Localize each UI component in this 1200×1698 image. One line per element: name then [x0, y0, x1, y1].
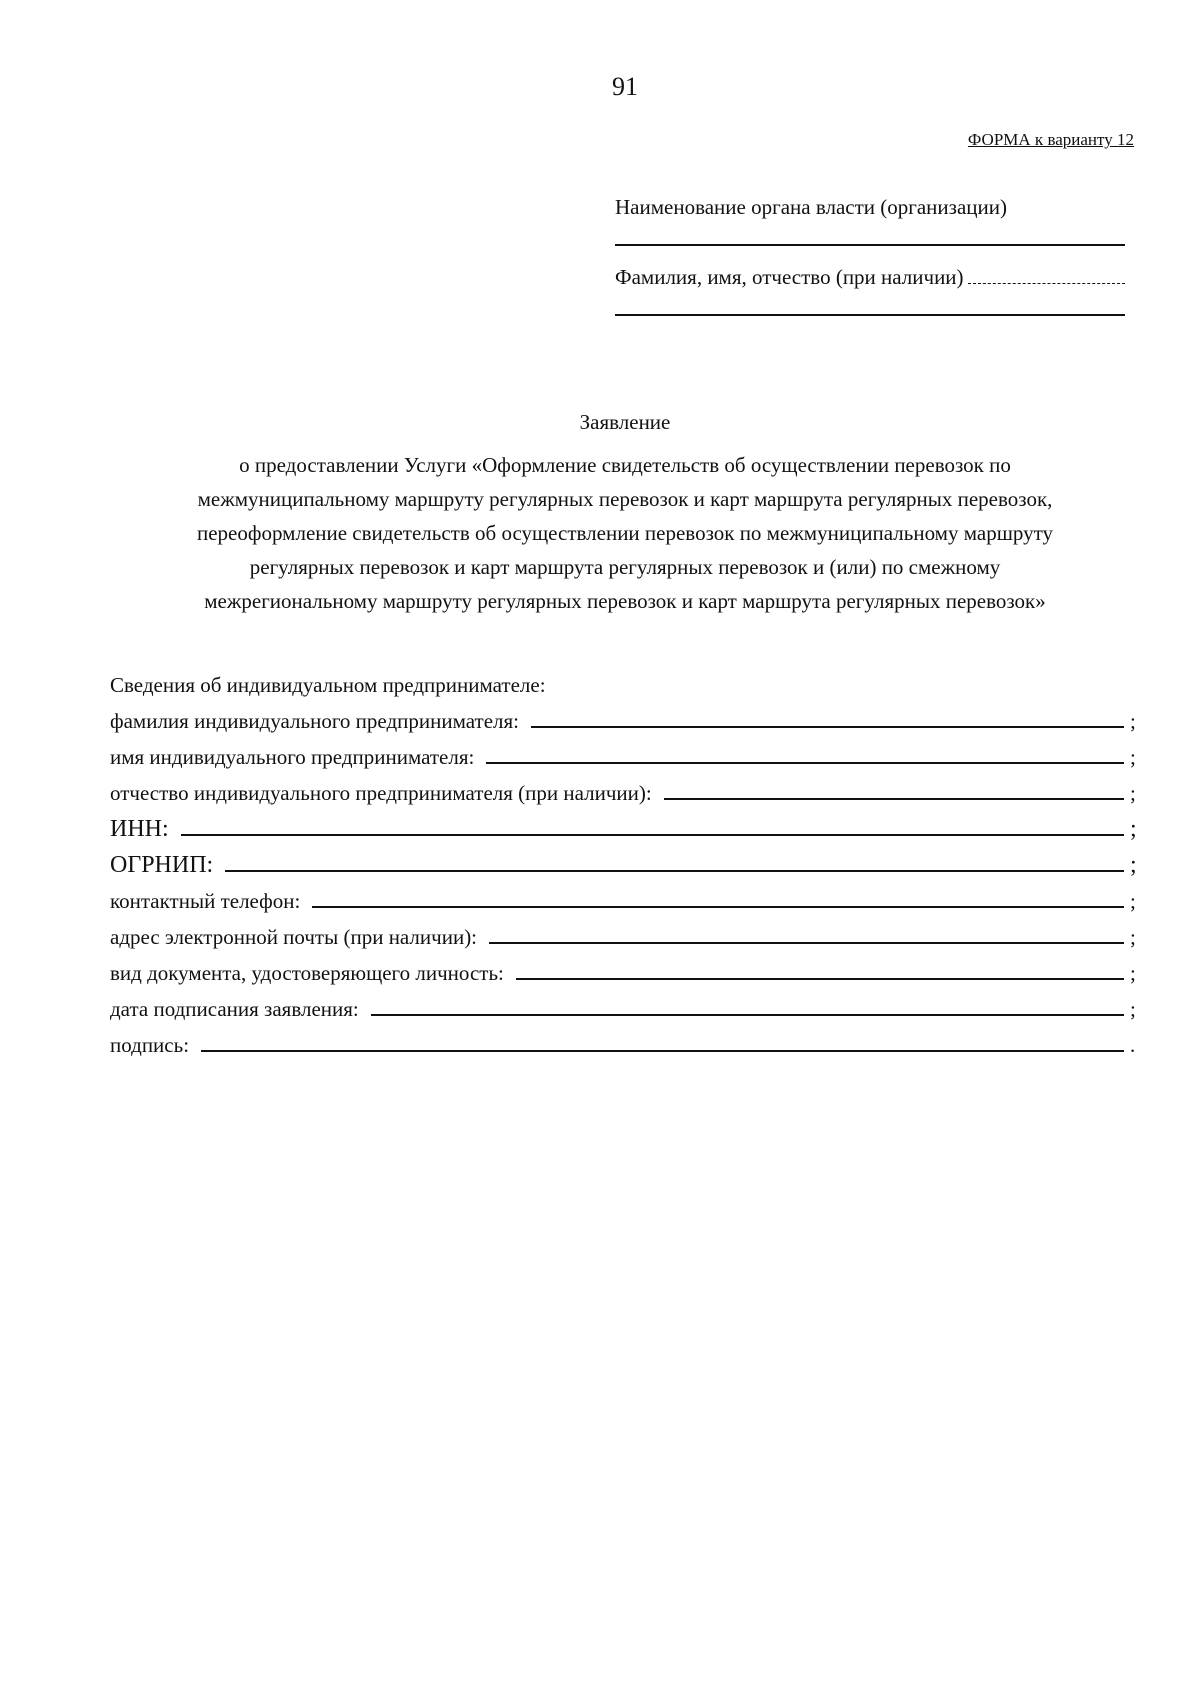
page-number: 91	[612, 72, 638, 101]
field-label: отчество индивидуального предпринимателя (при наличии):	[110, 781, 652, 805]
field-terminator: ;	[1130, 997, 1136, 1021]
fio-second-input-line[interactable]	[615, 294, 1125, 316]
field-row-surname	[110, 703, 1140, 739]
field-label: адрес электронной почты (при наличии):	[110, 925, 478, 949]
fio-row	[615, 260, 1125, 294]
signing-date-input-line[interactable]	[371, 992, 1124, 1016]
field-label: фамилия индивидуального предпринимателя:	[110, 709, 519, 733]
form-reference: ФОРМА к варианту 12	[967, 130, 1134, 149]
field-terminator: ;	[1130, 745, 1136, 769]
fio-input-line[interactable]	[968, 263, 1125, 284]
phone-input-line[interactable]	[312, 884, 1124, 908]
field-row-email	[110, 919, 1140, 955]
ogrnip-input-line[interactable]	[225, 848, 1124, 872]
field-row-name	[110, 739, 1140, 775]
fio-label: Фамилия, имя, отчество (при наличии)	[615, 265, 964, 289]
field-label: контактный телефон:	[110, 889, 301, 913]
name-input-line[interactable]	[486, 740, 1124, 764]
field-label: подпись:	[110, 1033, 190, 1057]
field-terminator: ;	[1130, 961, 1136, 985]
field-terminator: .	[1130, 1033, 1136, 1057]
entrepreneur-fields	[110, 668, 1140, 1063]
field-terminator: ;	[1130, 889, 1136, 913]
field-label: ИНН:	[110, 816, 169, 842]
field-terminator: ;	[1130, 925, 1136, 949]
field-row-id-document	[110, 955, 1140, 991]
body-line: регулярных перевозок и карт маршрута регулярных перевозок и (или) по смежному	[249, 555, 1001, 579]
patronymic-input-line[interactable]	[664, 776, 1124, 800]
field-row-patronymic	[110, 775, 1140, 811]
field-row-phone	[110, 883, 1140, 919]
authority-label: Наименование органа власти (организации)	[615, 195, 1007, 219]
id-document-input-line[interactable]	[516, 956, 1124, 980]
field-terminator: ;	[1130, 852, 1137, 878]
surname-input-line[interactable]	[531, 704, 1124, 728]
email-input-line[interactable]	[489, 920, 1124, 944]
document-body	[115, 448, 1135, 618]
field-row-signing-date	[110, 991, 1140, 1027]
field-row-signature	[110, 1027, 1140, 1063]
field-label: вид документа, удостоверяющего личность:	[110, 961, 504, 985]
fields-heading: Сведения об индивидуальном предпринимателе:	[110, 673, 546, 697]
authority-input-line[interactable]	[615, 224, 1125, 246]
body-line: переоформление свидетельств об осуществлении перевозок по межмуниципальному маршруту	[197, 521, 1053, 545]
field-terminator: ;	[1130, 816, 1137, 842]
inn-input-line[interactable]	[181, 812, 1124, 836]
field-terminator: ;	[1130, 709, 1136, 733]
signature-input-line[interactable]	[201, 1028, 1124, 1052]
field-label: ОГРНИП:	[110, 852, 214, 878]
field-label: имя индивидуального предпринимателя:	[110, 745, 475, 769]
body-line: о предоставлении Услуги «Оформление свидетельств об осуществлении перевозок по	[239, 453, 1011, 477]
body-line: межрегиональному маршруту регулярных перевозок и карт маршрута регулярных перевозок»	[204, 589, 1046, 613]
body-line: межмуниципальному маршруту регулярных перевозок и карт маршрута регулярных перевозок,	[197, 487, 1053, 511]
document-title: Заявление	[579, 410, 671, 434]
field-row-inn	[110, 811, 1140, 847]
field-label: дата подписания заявления:	[110, 997, 359, 1021]
field-row-ogrnip	[110, 847, 1140, 883]
addressee-block	[615, 190, 1125, 330]
field-terminator: ;	[1130, 781, 1136, 805]
